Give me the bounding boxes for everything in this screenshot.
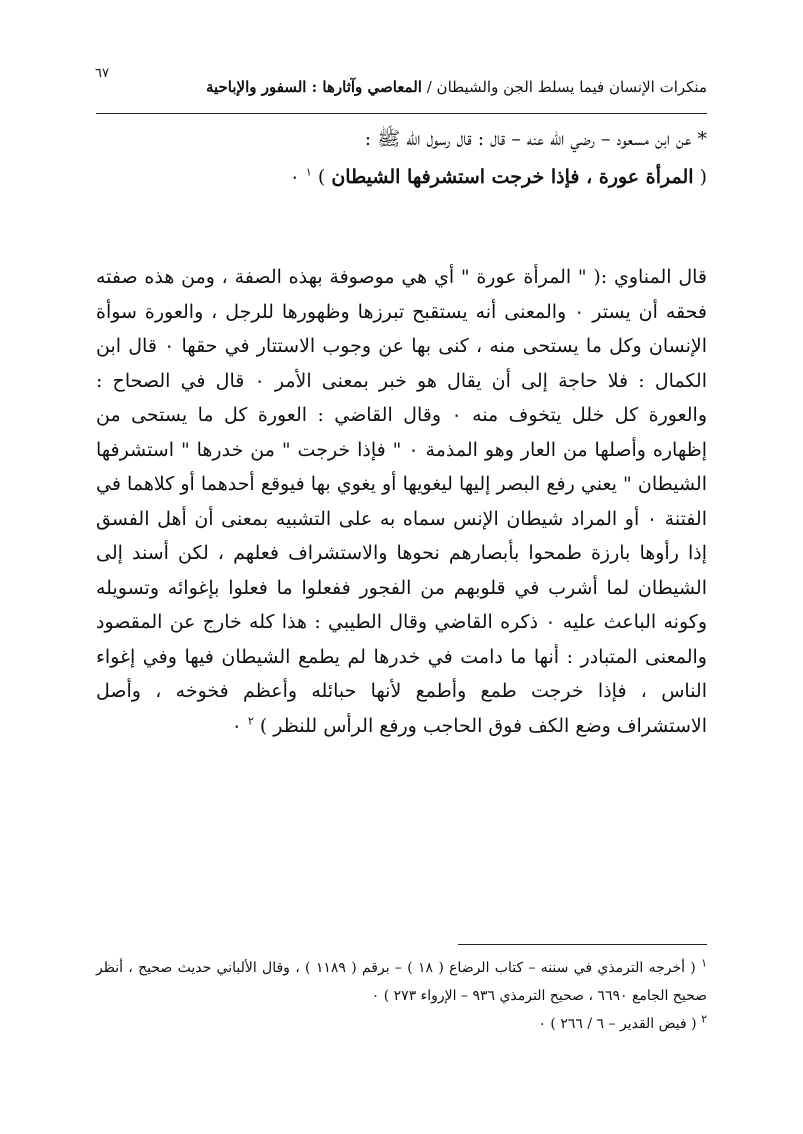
footnote-ref-1: ١ bbox=[305, 165, 312, 179]
hadith-narration: عن ابن مسعود – رضي الله عنه – قال : قال رسول الله ﷺ : bbox=[364, 128, 692, 150]
running-header bbox=[190, 74, 707, 108]
hadith-marker: * bbox=[697, 128, 707, 150]
commentary-paragraph bbox=[96, 260, 707, 743]
footnote-item bbox=[96, 954, 707, 1010]
header-divider bbox=[96, 113, 707, 114]
hadith-line bbox=[96, 120, 707, 158]
footnote-text: ( فيض القدير – ٦ / ٢٦٦ ) ٠ bbox=[538, 1016, 702, 1032]
footnotes bbox=[96, 954, 707, 1038]
page-number: ٦٧ bbox=[95, 66, 109, 81]
commentary-text: قال المناوي :( " المرأة عورة " أي هي موصوفة بهذه الصفة ، ومن هذه صفته فحقه أن يستر ٠ والمعنى أنه يستقبح تبرزها وظهورها للرجل ، والعورة سوأة الإنسان وكل ما يستحى منه ، كنى بها عن وجوب الاستتار في حقها ٠ قال ابن الكمال : فلا حاجة إلى أن يقال هو خبر بمعنى الأمر ٠ قال في الصحاح : والعورة كل خلل يتخوف منه ٠ وقال القاضي : العورة كل ما يستحى من إظهاره وأصلها من العار وهو المذمة ٠ " فإذا خرجت " من خدرها " استشرفها الشيطان " يعني رفع البصر إليها ليغويها أو يغوي بها فيوقع أحدهما أو كلاهما في الفتنة ٠ أو المراد شيطان الإنس سماه به على التشبيه بمعنى أن أهل الفسق إذا رأوها بارزة طمحوا بأبصارهم نحوها والاستشراف فعلهم ، لكن أسند إلى الشيطان لما أشرب في قلوبهم من الفجور ففعلوا ما فعلوا بإغوائه وتسويله وكونه الباعث عليه ٠ ذكره القاضي وقال الطيبي : هذا كله خارج عن المقصود والمعنى المتبادر : أنها ما دامت في خدرها لم يطمع الشيطان فيها وفي إغواء الناس ، فإذا خرجت طمع وأطمع لأنها حبائله وأعظم فخوخه ، وأصل الاستشراف وضع الكف فوق الحاجب ورفع الرأس للنظر ) bbox=[96, 266, 707, 737]
header-book-title: منكرات الإنسان فيما يسلط الجن والشيطان / bbox=[421, 78, 707, 96]
hadith-end: ٠ bbox=[289, 166, 306, 188]
quote-close: ) bbox=[317, 166, 326, 188]
header-chapter-title: المعاصي وآثارها : السفور والإباحية bbox=[205, 78, 422, 96]
footnote-marker: ١ bbox=[701, 956, 707, 970]
footnote-text: ( أخرجه الترمذي في سننه – كتاب الرضاع ( ١٨ ) – برقم ( ١١٨٩ ) ، وقال الألباني حديث صحيح ، أنظر صحيح الجامع ٦٦٩٠ ، صحيح الترمذي ٩٣٦ – الإرواء ٢٧٣ ) ٠ bbox=[96, 960, 707, 1004]
footnote-marker: ٢ bbox=[701, 1012, 707, 1026]
hadith-quote bbox=[96, 158, 707, 196]
footnote-divider bbox=[458, 944, 707, 945]
hadith-quote-text: المرأة عورة ، فإذا خرجت استشرفها الشيطان bbox=[331, 166, 694, 188]
hadith-block bbox=[96, 120, 707, 196]
footnote-item bbox=[96, 1010, 707, 1038]
footnote-ref-2: ٢ bbox=[247, 714, 254, 728]
commentary-end: ٠ bbox=[231, 714, 248, 737]
quote-open: ( bbox=[699, 166, 707, 188]
